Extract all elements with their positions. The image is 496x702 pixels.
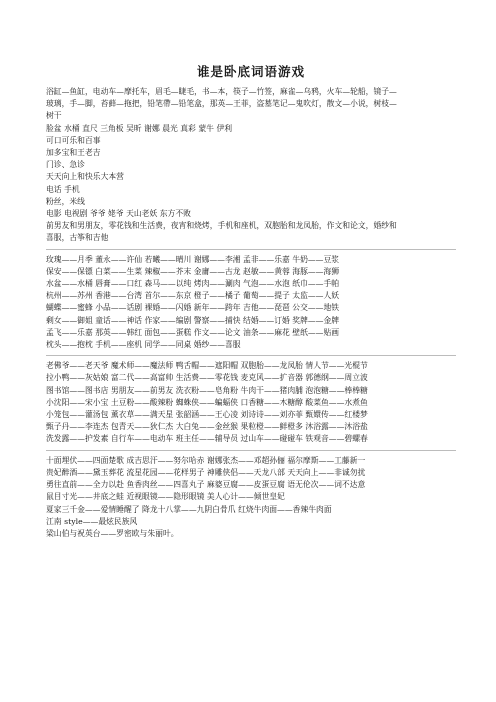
word-pair-line: 玫瑰——月季 董永——许仙 若曦——晴川 谢娜——李湘 孟非——乐嘉 牛奶——豆浆: [46, 254, 340, 264]
word-pair-line: 小沈阳——宋小宝 土豆粉——酸辣粉 蜘蛛侠——蝙蝠侠 口香糖——木糖醇 酸菜鱼——水煮鱼: [46, 397, 368, 407]
word-pair-line: 保安——保镖 白菜——生菜 辣椒——芥末 金庸——古龙 赵敏——黄蓉 海豚——海狮: [46, 266, 340, 276]
word-pair-line: 鼠目寸光——井底之蛙 近视眼镜——隐形眼镜 美人心计——倾世皇妃: [46, 492, 285, 502]
document-title: 谁是卧底词语游戏: [196, 64, 305, 79]
word-pair-line: 拉小鸭——灰姑娘 富二代——高富帅 生活费——零花钱 麦克风——扩音器 郭德纲——周立波: [46, 373, 368, 383]
word-pair-line: 剩女——御姐 童话——神话 作家——编剧 警察——捕快 结婚——订婚 奖牌——金牌: [46, 315, 340, 325]
word-pair-line: 勇往直前——全力以赴 鱼香肉丝——四喜丸子 麻婆豆腐——皮蛋豆腐 语无伦次——词不达意: [46, 480, 366, 490]
word-pair-line: 夏家三千金——爱情睡醒了 降龙十八掌——九阴白骨爪 红烧牛肉面——香辣牛肉面: [46, 504, 332, 514]
intro-line: 电话 手机: [46, 184, 80, 194]
intro-line: 前男友和男朋友，零花钱和生活费，夜宵和烧烤，手机和座机，双胞胎和龙凤胎，作文和论文，婚纱和: [46, 221, 397, 231]
intro-line: 可口可乐和百事: [46, 135, 101, 145]
word-pair-line: 孟飞——乐嘉 那英——韩红 面包——蛋糕 作文——论文 油条——麻花 壁纸——贴画: [46, 327, 340, 337]
word-pair-section: [46, 254, 456, 352]
section-divider: [46, 450, 456, 451]
intro-line: 电影 电视剧 爷爷 姥爷 天山老妖 东方不败: [46, 209, 191, 219]
intro-line: 玻璃，手—脚，苔藓—拖把，铅笔帶—铅笔盒，那英—王菲，盗墓笔记—鬼吹灯，散文—小说，树枝—: [46, 99, 397, 109]
word-pair-line: 江南 style——最炫民族风: [46, 516, 138, 526]
word-pair-line: 洗发露——护发素 自行车——电动车 班主任——辅导员 过山车——碰碰车 铁观音——碧螺春: [46, 434, 368, 444]
intro-line: 门诊、急诊: [46, 160, 85, 170]
word-pair-line: 小笼包——灌汤包 薰衣草——满天星 张韶涵——王心凌 刘诗诗——刘亦菲 甄嬛传——红楼梦: [46, 410, 368, 420]
word-pair-line: 老佛爷——老天爷 魔术师——魔法师 鸭舌帽——遮阳帽 双胞胎——龙凤胎 情人节——光棍节: [46, 361, 368, 371]
intro-line: 天天向上和快乐大本营: [46, 172, 124, 182]
word-pair-line: 蝴蝶——蜜蜂 小品——话剧 裸婚——闪婚 新年——跨年 吉他——琵琶 公交——地铁: [46, 303, 340, 313]
word-pair-line: 梁山伯与祝英台——罗密欧与朱丽叶。: [46, 528, 179, 538]
word-pair-section: [46, 360, 456, 445]
word-pair-line: 甄子丹——李连杰 包青天——狄仁杰 大白兔——金丝猴 果粒橙——鲜橙多 沐浴露——沐浴盐: [46, 422, 368, 432]
section-divider: [46, 249, 456, 250]
word-pair-line: 杭州——苏州 香港——台湾 首尔——东京 橙子——橘子 葡萄——提子 太监——人妖: [46, 291, 340, 301]
intro-line: 粉丝，米线: [46, 196, 85, 206]
intro-block: [46, 86, 456, 245]
word-pair-line: 图书馆——图书店 男朋友——前男友 洗衣粉——皂角粉 牛肉干——猪肉脯 泡泡糖——棒棒糖: [46, 385, 368, 395]
intro-line: 喜服，古筝和吉他: [46, 233, 109, 243]
word-pair-line: 水盆——水桶 唇膏——口红 森马——以纯 烤肉——涮肉 气泡——水泡 纸巾——手帕: [46, 279, 340, 289]
word-pair-line: 十面埋伏——四面楚歌 成吉思汗——努尔哈赤 谢娜张杰——邓超孙俪 福尔摩斯——工藤新一: [46, 455, 366, 465]
word-pair-line: 贵妃醉酒——黛玉葬花 流星花园——花样男子 神雕侠侣——天龙八部 天天向上——非诚勿扰: [46, 467, 366, 477]
intro-line: 树干: [46, 111, 62, 121]
intro-line: 加多宝和王老吉: [46, 148, 101, 158]
word-pair-sections: [46, 249, 456, 540]
word-pair-line: 枕头——抱枕 手机——座机 同学——同桌 婚纱——喜服: [46, 340, 241, 350]
word-pair-section: [46, 455, 456, 540]
intro-line: 脸盆 水桶 直尺 三角板 吴昕 谢娜 晨光 真彩 蒙牛 伊利: [46, 123, 233, 133]
intro-line: 浴缸—鱼缸，电动车—摩托车，眉毛—睫毛，书—本，筷子—竹签，麻雀—乌鸦，火车—轮船，镜子—: [46, 87, 397, 96]
section-divider: [46, 355, 456, 356]
